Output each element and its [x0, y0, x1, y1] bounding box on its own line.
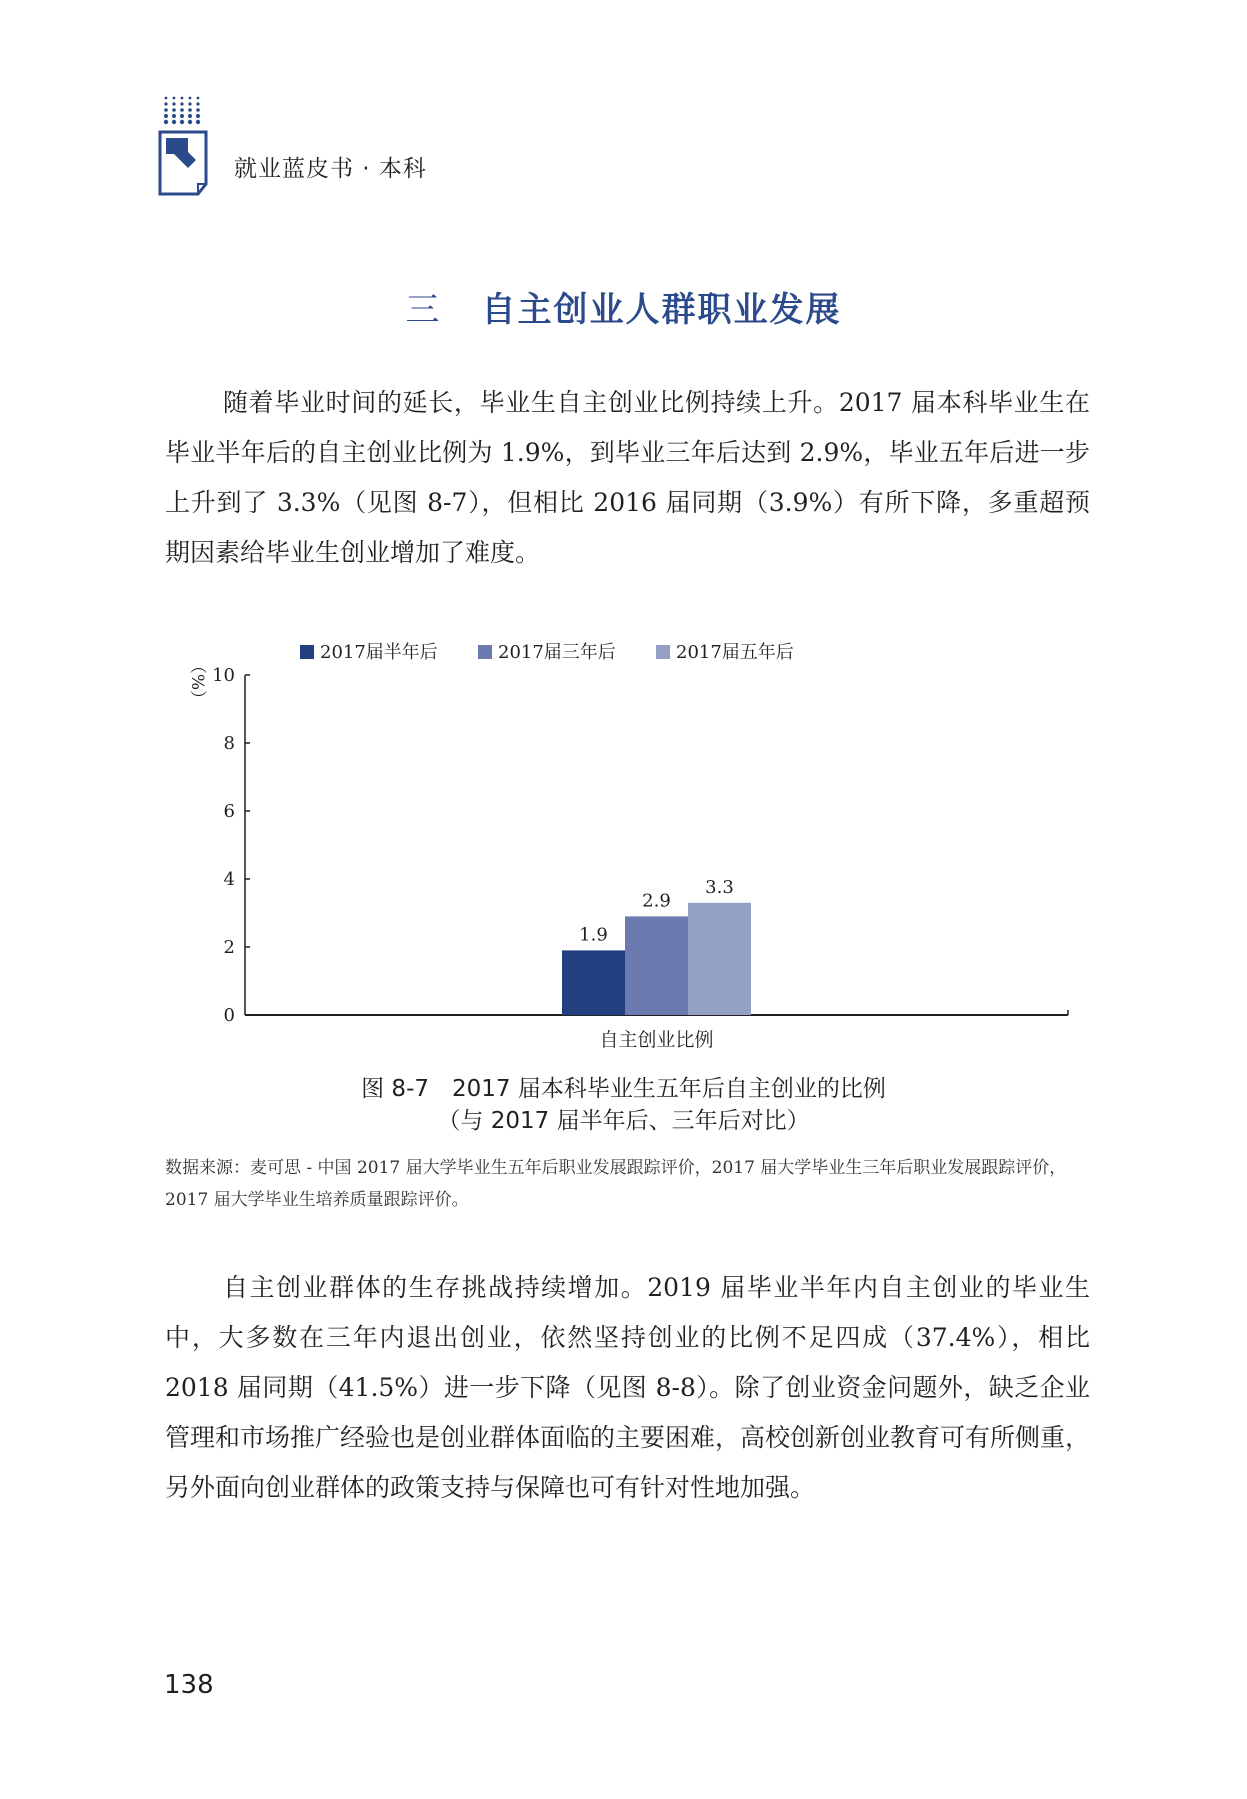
section-number: 三	[405, 290, 442, 330]
y-axis-label: （%）	[187, 656, 207, 708]
legend-swatch	[300, 645, 314, 659]
legend-label: 2017届三年后	[498, 642, 616, 663]
bar-value-label: 3.3	[705, 876, 734, 898]
bar	[625, 916, 688, 1015]
figure-caption	[0, 1073, 1247, 1137]
legend-swatch	[478, 645, 492, 659]
figure-caption-line-1: 图 8-7 2017 届本科毕业生五年后自主创业的比例	[361, 1076, 886, 1102]
y-tick-label: 8	[223, 733, 235, 754]
x-category-label: 自主创业比例	[599, 1029, 714, 1051]
bar-value-label: 2.9	[642, 890, 671, 912]
bar	[688, 903, 751, 1015]
body-paragraph-1: 随着毕业时间的延长，毕业生自主创业比例持续上升。2017 届本科毕业生在毕业半年后的自主创业比例为 1.9%，到毕业三年后达到 2.9%，毕业五年后进一步上升到了 3.3%（见图 8-7），但相比 2016 届同期（3.9%）有所下降，多重超预期因素给毕业生创业增加了难度。	[165, 388, 1090, 567]
bar	[562, 950, 625, 1015]
running-header	[158, 92, 558, 202]
y-tick-label: 10	[212, 665, 235, 686]
y-tick-label: 0	[223, 1005, 235, 1026]
section-heading	[0, 282, 1247, 331]
figure-caption-line-2: （与 2017 届半年后、三年后对比）	[437, 1108, 810, 1134]
figure-source-note: 数据来源：麦可思 - 中国 2017 届大学毕业生五年后职业发展跟踪评价，2017 届大学毕业生三年后职业发展跟踪评价，2017 届大学毕业生培养质量跟踪评价。	[165, 1158, 1067, 1210]
page-number: 138	[164, 1670, 214, 1700]
body-paragraph-2: 自主创业群体的生存挑战持续增加。2019 届毕业半年内自主创业的毕业生中，大多数在三年内退出创业，依然坚持创业的比例不足四成（37.4%），相比 2018 届同期（41.5%）进一步下降（见图 8-8）。除了创业资金问题外，缺乏企业管理和市场推广经验也是创业群体面临的主要困难，高校创新创业教育可有所侧重，另外面向创业群体的政策支持与保障也可有针对性地加强。	[165, 1273, 1091, 1502]
legend-label: 2017届半年后	[320, 642, 438, 663]
legend-swatch	[656, 645, 670, 659]
running-header-title: 就业蓝皮书 · 本科	[234, 156, 427, 182]
book-series-logo-icon	[158, 92, 218, 202]
y-tick-label: 4	[223, 869, 235, 890]
y-tick-label: 6	[223, 801, 235, 822]
legend-label: 2017届五年后	[676, 642, 794, 663]
bar-value-label: 1.9	[579, 924, 608, 946]
y-tick-label: 2	[223, 937, 235, 958]
bar-chart	[165, 630, 1085, 1060]
section-title-text: 自主创业人群职业发展	[481, 290, 842, 330]
